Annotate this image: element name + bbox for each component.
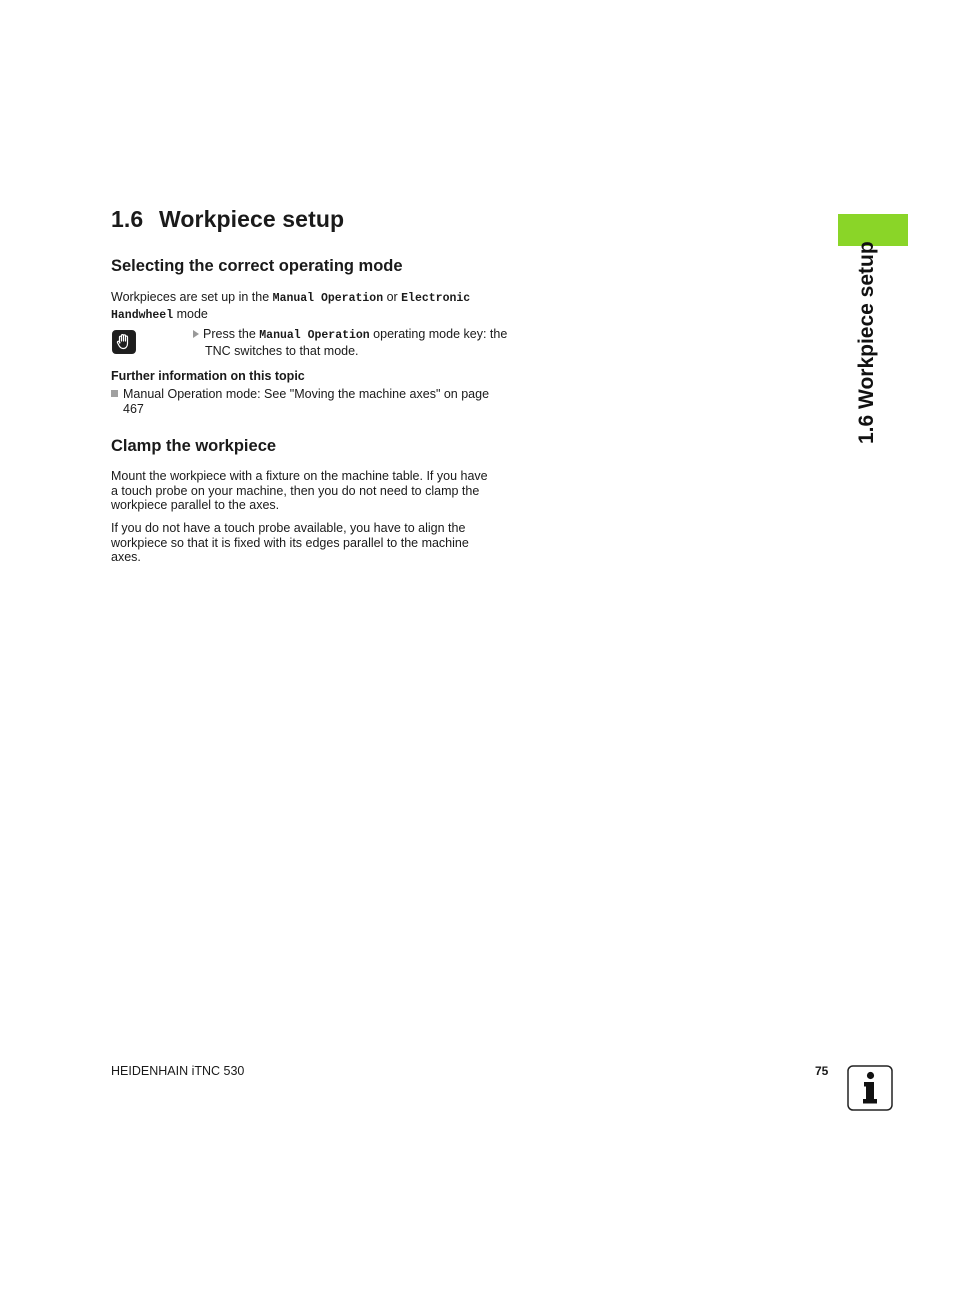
info-icon bbox=[847, 1065, 893, 1111]
further-info-text: Manual Operation mode: See "Moving the machine axes" on page bbox=[123, 387, 490, 401]
clamp-p2-line2: workpiece so that it is fixed with its edges parallel to the machine bbox=[111, 535, 469, 550]
step-text-after: operating mode key: the bbox=[369, 327, 508, 341]
chapter-title: Workpiece setup bbox=[159, 206, 345, 232]
mode-name-electronic: Electronic bbox=[401, 292, 471, 305]
clamp-p2-line1: If you do not have a touch probe available, you have to align the bbox=[111, 521, 466, 535]
step-text-line2: TNC switches to that mode. bbox=[205, 343, 359, 358]
mode-name-manual-operation: Manual Operation bbox=[272, 292, 384, 305]
side-tab-label: 1.6 Workpiece setup bbox=[855, 241, 878, 444]
key-name-manual-operation: Manual Operation bbox=[259, 329, 370, 342]
manual-operation-hand-icon bbox=[112, 330, 136, 354]
clamp-paragraph-2 bbox=[111, 521, 511, 565]
step-text: Press the bbox=[203, 327, 260, 341]
clamp-paragraph-1 bbox=[111, 469, 511, 513]
step-arrow-icon bbox=[193, 330, 199, 338]
section-heading-operating-mode: Selecting the correct operating mode bbox=[111, 257, 403, 275]
page-title bbox=[111, 206, 344, 233]
clamp-p2-line3: axes. bbox=[111, 550, 141, 564]
further-info-heading: Further information on this topic bbox=[111, 369, 305, 383]
instruction-step bbox=[193, 327, 513, 358]
intro-paragraph bbox=[111, 290, 511, 323]
further-info-item bbox=[111, 387, 511, 416]
intro-or-text: or bbox=[383, 290, 402, 304]
clamp-p1-line3: workpiece parallel to the axes. bbox=[111, 498, 280, 512]
mode-name-handwheel: Handwheel bbox=[111, 308, 174, 322]
bullet-square-icon bbox=[111, 390, 118, 397]
footer-product: HEIDENHAIN iTNC 530 bbox=[111, 1064, 245, 1078]
page-number: 75 bbox=[815, 1064, 829, 1078]
chapter-number: 1.6 bbox=[111, 206, 144, 232]
clamp-p1-line2: a touch probe on your machine, then you do not need to clamp the bbox=[111, 483, 480, 498]
further-info-page: 467 bbox=[123, 401, 144, 416]
intro-after-text: mode bbox=[173, 306, 208, 321]
intro-text: Workpieces are set up in the bbox=[111, 290, 273, 304]
section-heading-clamp: Clamp the workpiece bbox=[111, 437, 277, 455]
clamp-p1-line1: Mount the workpiece with a fixture on the machine table. If you have bbox=[111, 469, 488, 483]
